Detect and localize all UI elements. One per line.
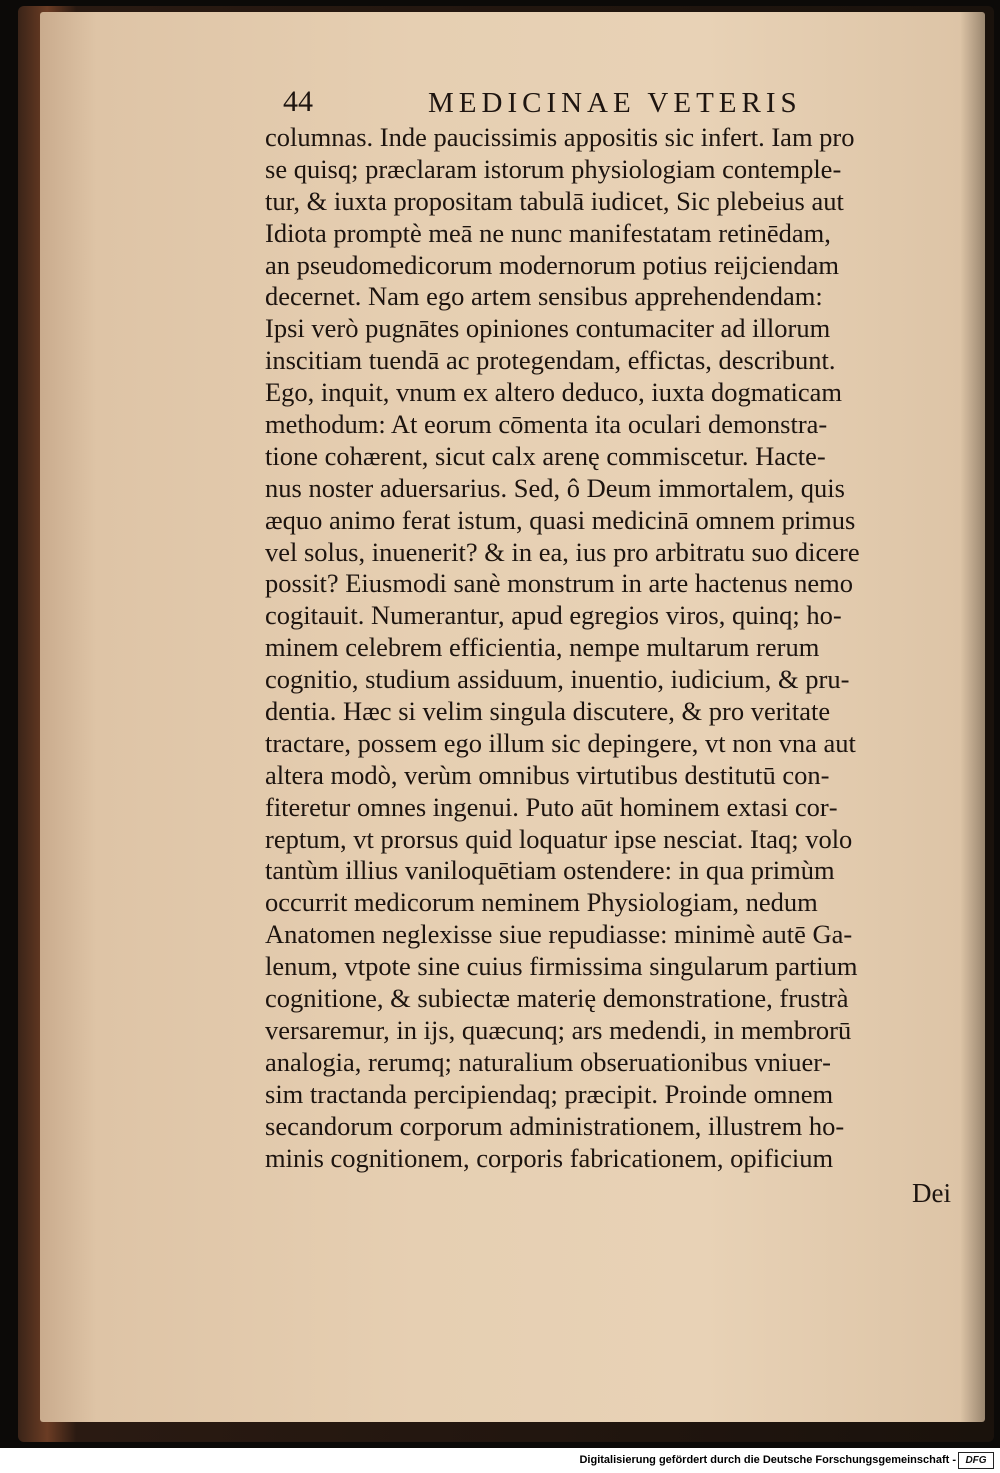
page-header xyxy=(283,85,983,125)
text-line: sim tractanda percipiendaq; præcipit. Proinde omnem xyxy=(265,1078,834,1109)
catchword: Dei xyxy=(912,1178,951,1208)
dfg-logo: DFG xyxy=(958,1452,994,1469)
text-line: tantùm illius vaniloquētiam ostendere: in qua primùm xyxy=(265,855,835,886)
text-line: possit? Eiusmodi sanè monstrum in arte hactenus nemo xyxy=(265,568,854,599)
text-line: reptum, vt prorsus quid loquatur ipse nesciat. Itaq; volo xyxy=(265,823,853,854)
page-number: 44 xyxy=(283,85,313,118)
text-line: Idiota promptè meā ne nunc manifestatam retinēdam, xyxy=(265,217,831,248)
text-line: æquo animo ferat istum, quasi medicinā omnem primus xyxy=(265,504,856,535)
text-line: columnas. Inde paucissimis appositis sic infert. Iam pro xyxy=(265,122,855,152)
text-line: inscitiam tuendā ac protegendam, effictas, describunt. xyxy=(265,345,836,376)
text-line: nus noster aduersarius. Sed, ô Deum immortalem, quis xyxy=(265,472,845,503)
text-line: lenum, vtpote sine cuius firmissima singularum partium xyxy=(265,951,858,982)
text-line: tur, & iuxta propositam tabulā iudicet, Sic plebeius aut xyxy=(265,185,844,216)
footer-bar xyxy=(0,1448,1000,1473)
body-text xyxy=(265,122,970,1174)
text-line: se quisq; præclaram istorum physiologiam contemple‑ xyxy=(265,153,842,184)
text-line: an pseudomedicorum modernorum potius reijciendam xyxy=(265,249,840,280)
text-line: analogia, rerumq; naturalium obseruationibus vniuer‑ xyxy=(265,1046,831,1077)
text-line: secandorum corporum administrationem, illustrem ho‑ xyxy=(265,1110,845,1141)
text-line: tractare, possem ego illum sic depingere, vt non vna aut xyxy=(265,727,856,758)
text-line: minem celebrem efficientia, nempe multarum rerum xyxy=(265,632,820,663)
text-line: decernet. Nam ego artem sensibus apprehendendam: xyxy=(265,281,823,312)
text-line: methodum: At eorum cōmenta ita oculari demonstra‑ xyxy=(265,409,828,440)
text-line: vel solus, inuenerit? & in ea, ius pro arbitratu suo dicere xyxy=(265,536,860,567)
text-line: occurrit medicorum neminem Physiologiam, nedum xyxy=(265,887,818,918)
running-title: MEDICINAE VETERIS xyxy=(428,87,802,119)
text-line: altera modò, verùm omnibus virtutibus destitutū con‑ xyxy=(265,759,830,790)
text-line: minis cognitionem, corporis fabricationem, opificium xyxy=(265,1142,834,1173)
text-line: dentia. Hæc si velim singula discutere, & pro veritate xyxy=(265,696,831,727)
text-line: cognitione, & subiectæ materię demonstratione, frustrà xyxy=(265,983,849,1014)
text-line: cognitio, studium assiduum, inuentio, iudicium, & pru‑ xyxy=(265,664,850,695)
text-line: Anatomen neglexisse siue repudiasse: minimè autē Ga‑ xyxy=(265,919,853,950)
text-line: cogitauit. Numerantur, apud egregios viros, quinq; ho‑ xyxy=(265,600,842,631)
text-line: Ego, inquit, vnum ex altero deduco, iuxta dogmaticam xyxy=(265,377,842,408)
text-line: fiteretur omnes ingenui. Puto aūt hominem extasi cor‑ xyxy=(265,791,838,822)
text-line: Ipsi verò pugnātes opiniones contumaciter ad illorum xyxy=(265,313,831,344)
digitization-credit: Digitalisierung gefördert durch die Deutsche Forschungsgemeinschaft - xyxy=(579,1454,956,1466)
text-line: tione cohærent, sicut calx arenę commiscetur. Hacte‑ xyxy=(265,440,826,471)
text-line: versaremur, in ijs, quæcunq; ars medendi, in membrorū xyxy=(265,1014,852,1045)
